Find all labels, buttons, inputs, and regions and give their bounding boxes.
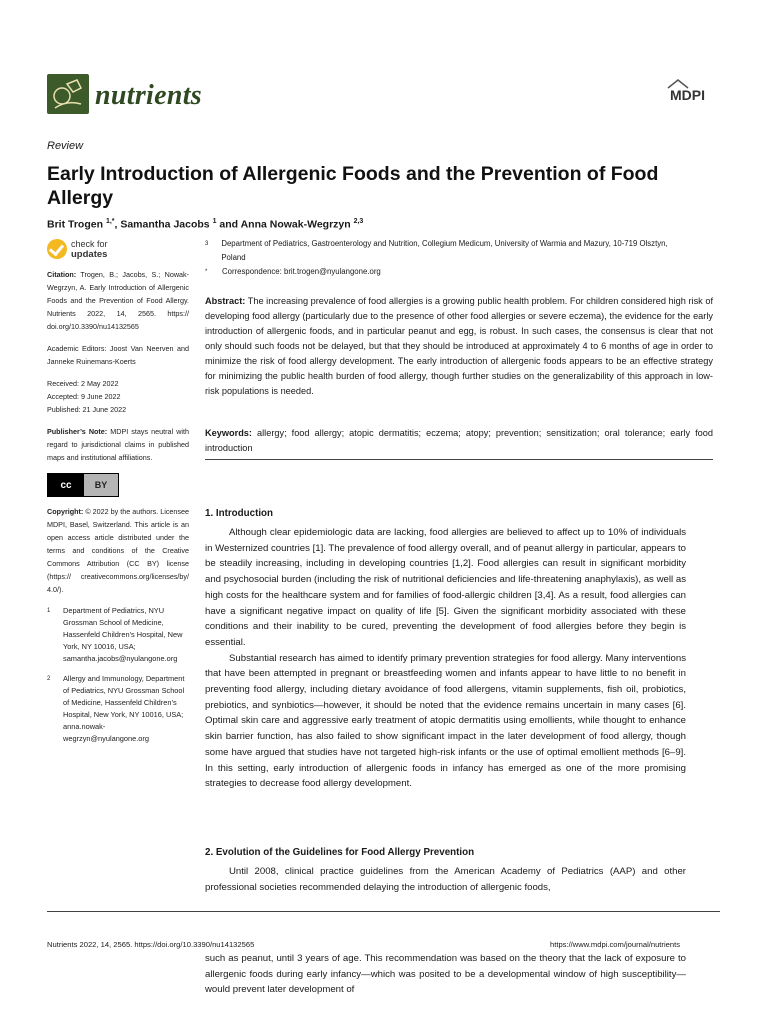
copyright-text: © 2022 by the authors. Licensee MDPI, Basel, Switzerland. This article is an open access article distributed under the terms and conditions of the Creative Commons Attribution (CC BY) license (https:// creativecommons.org/licenses/by/ 4.0/). (47, 507, 189, 594)
check-for-updates-button[interactable] (47, 237, 127, 263)
copyright (47, 505, 189, 596)
affiliation-list (205, 237, 675, 279)
journal-name: nutrients (95, 80, 202, 111)
abstract-label: Abstract: (205, 296, 246, 306)
section-body (205, 864, 686, 895)
paragraph: such as peanut, until 3 years of age. This recommendation was based on the theory that the lack of exposure to allergenic foods during early infancy—which was posited to be a developmental window of high susceptibility—would prevent later development of (205, 953, 686, 996)
affiliation-text: Department of Pediatrics, NYU Grossman School of Medicine, Hassenfeld Children’s Hospital, New York, NY 10016, USA; samantha.jacobs@nyulangone.org (63, 606, 183, 663)
affiliation-text: Department of Pediatrics, Gastroenterology and Nutrition, Collegium Medicum, University of Warmia and Mazury, 10-719 Olsztyn, Poland (221, 239, 668, 262)
published-date: Published: 21 June 2022 (47, 405, 127, 414)
paragraph: Although clear epidemiologic data are lacking, food allergies are believed to affect up to 10% of individuals in Westernized countries [1]. The prevalence of food allergy overall, and of peanut allergy in particular, appears to be steadily increasing, including in developing countries [1,2]. Food allergies can result in significant morbidity and psychosocial burden (including the risk of nutritional deficiencies and life-threatening anaphylaxis), as well as high costs for the healthcare system and for families of food-allergic children [3,4]. As a result, food allergies can have a significant negative impact on quality of life [5]. Given the significant morbidity associated with these conditions and their inability to be cured, preventing the development of food allergies before they begin is essential. (205, 527, 686, 648)
author-list: Brit Trogen $^{1,*}$, Samantha Jacobs $^1$ and Anna Nowak-Wegrzyn $^{2,3}$ (47, 218, 364, 231)
publisher-note (47, 425, 189, 464)
author-affiliation-marker: 2,3 (353, 218, 364, 225)
section-body-continued (205, 951, 686, 998)
paragraph: Until 2008, clinical practice guidelines from the American Academy of Pediatrics (AAP) and other professional societies recommended delaying the introduction of allergenic foods, (205, 866, 686, 893)
footer-journal-link[interactable]: https://www.mdpi.com/journal/nutrients (550, 940, 680, 949)
publisher-name: MDPI (670, 87, 705, 103)
article-title: Early Introduction of Allergenic Foods and the Prevention of Food Allergy (47, 163, 659, 209)
citation-text: Trogen, B.; Jacobs, S.; Nowak-Wegrzyn, A. Early Introduction of Allergenic Foods and the Prevention of Food Allergy. Nutrients 2022, 14, 2565. https:// doi.org/10.3390/nu14132565 (47, 270, 190, 331)
affiliation-item (47, 673, 189, 745)
abstract (205, 294, 713, 399)
section-body (205, 525, 686, 792)
check-updates-line2: updates (71, 249, 108, 260)
affiliation-item (205, 237, 675, 265)
author-name: Samantha Jacobs (120, 218, 210, 231)
accepted-date: Accepted: 9 June 2022 (47, 392, 121, 401)
received-date: Received: 2 May 2022 (47, 379, 119, 388)
affiliation-number: 2 (47, 676, 51, 682)
affiliation-item (47, 605, 189, 665)
abstract-text: The increasing prevalence of food allergies is a growing public health problem. For children considered high risk of developing food allergy (particularly due to the presence of other food allergies or severe eczema), the evidence for the early introduction of allergenic foods, and in particular peanut and egg, is robust. In such cases, the consensus is clear that not only should such foods not be delayed, but that they should be introduced at approximately 4 to 6 months of age in order to minimize the risk of food allergy development. The early introduction of allergenic foods appears to be an effective strategy for minimizing the public health burden of food allergy, though further studies on the generalizability of this approach in low-risk populations is needed. (205, 296, 713, 396)
affiliation-text: Allergy and Immunology, Department of Pediatrics, NYU Grossman School of Medicine, Hassenfeld Children’s Hospital, New York, NY 10016, USA; anna.nowak-wegrzyn@nyulangone.org (63, 674, 185, 743)
check-updates-line1: check for (71, 239, 108, 249)
dates (47, 377, 189, 416)
cc-icon: cc (48, 474, 84, 496)
section-heading: 1. Introduction (205, 508, 274, 519)
copyright-label: Copyright: (47, 507, 84, 516)
sidebar (47, 268, 189, 753)
publisher-note-text: MDPI stays neutral with regard to jurisdictional claims in published maps and institutional affiliations. (47, 427, 189, 462)
correspondence-text: Correspondence: brit.trogen@nyulangone.org (222, 267, 381, 276)
by-icon: BY (94, 479, 108, 490)
affiliation-number: 3 (205, 241, 209, 247)
author-affiliation-marker: 1 (212, 218, 217, 225)
correspondence-marker: * (205, 269, 208, 275)
article-type: Review (47, 140, 84, 152)
keywords-label: Keywords: (205, 428, 252, 438)
page-divider (47, 911, 720, 912)
affiliation-number: 1 (47, 608, 51, 614)
journal-logo (47, 74, 89, 114)
publisher-note-label: Publisher’s Note: (47, 427, 108, 436)
keywords-text: allergy; food allergy; atopic dermatitis; eczema; atopy; prevention; sensitization; oral tolerance; early food introduction (205, 428, 714, 453)
divider (205, 459, 713, 460)
keywords (205, 426, 713, 456)
paragraph: Substantial research has aimed to identify primary prevention strategies for food allergy. Many interventions that have been attempted in pregnant or breastfeeding women and infants appear to have little to no benefit in preventing food allergy, including dietary avoidance of food allergens, vitamin supplements, fish oil, probiotics, prebiotics, and synbiotics—however, it should be noted that the evidence remains uncertain in many cases [6]. Optimal skin care and aggressive early treatment of atopic dermatitis using emollients, while thought to enhance skin barrier function, has also failed to show significant impact in the later development of food allergy, though some have argued that studies have not targeted high-risk infants or the use of optimal emollient methods [6–9]. In this setting, early introduction of allergenic foods in infancy has emerged as one of the more promising strategies to decrease food allergy development. (205, 652, 686, 790)
cc-by-license-badge[interactable] (47, 473, 119, 497)
author-name: Anna Nowak-Wegrzyn (240, 218, 351, 231)
footer-citation: Nutrients 2022, 14, 2565. https://doi.org/10.3390/nu14132565 (47, 940, 255, 949)
check-icon (47, 239, 67, 259)
citation-label: Citation: (47, 270, 77, 279)
section-heading: 2. Evolution of the Guidelines for Food Allergy Prevention (205, 847, 475, 858)
correspondence (205, 265, 675, 279)
author-affiliation-marker: 1,* (105, 218, 115, 225)
academic-editors: Academic Editors: Joost Van Neerven and Janneke Ruinemans-Koerts (47, 344, 189, 366)
citation (47, 268, 189, 333)
author-name: Brit Trogen (47, 218, 104, 231)
